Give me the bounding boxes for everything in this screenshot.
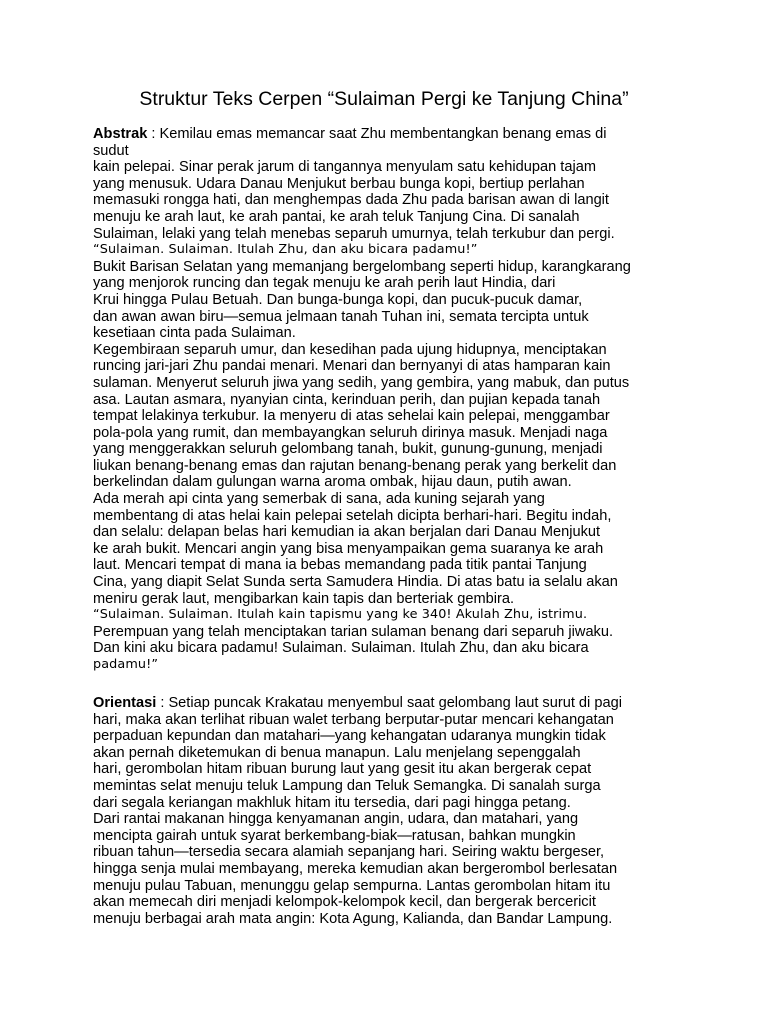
text-line: hari, maka akan terlihat ribuan walet terbang berputar-putar mencari kehangatan	[93, 711, 614, 728]
text-line: hingga senja mulai membayang, mereka kemudian akan bergerombol berlesatan	[93, 860, 618, 877]
text-line: runcing jari-jari Zhu pandai menari. Menari dan bernyanyi di atas hamparan kain	[93, 358, 611, 375]
text-line: Sulaiman, lelaki yang telah menebas separuh umurnya, telah terkubur dan pergi.	[93, 225, 615, 242]
dialogue-line: padamu!”	[93, 657, 159, 672]
text-line: akan pernah diketemukan di benua manapun. Lalu menjelang sepenggalah	[93, 744, 581, 761]
text-line: dan selalu: delapan belas hari kemudian ia akan berjalan dari Danau Menjukut	[93, 524, 601, 541]
text-line: pola-pola yang rumit, dan membayangkan seluruh dirinya masuk. Menjadi naga	[93, 424, 608, 441]
text-line: sudut	[93, 142, 129, 159]
text-line: menuju berbagai arah mata angin: Kota Agung, Kalianda, dan Bandar Lampung.	[93, 910, 613, 927]
text-line: yang menjorok runcing dan tegak menuju ke arah perih laut Hindia, dari	[93, 275, 556, 292]
text-line: Bukit Barisan Selatan yang memanjang bergelombang seperti hidup, karangkarang	[93, 258, 631, 275]
text-line: Perempuan yang telah menciptakan tarian sulaman benang dari separuh jiwaku.	[93, 623, 614, 640]
text-line: liukan benang-benang emas dan rajutan benang-benang perak yang berkelit dan	[93, 457, 617, 474]
page-title: Struktur Teks Cerpen “Sulaiman Pergi ke Tanjung China”	[139, 88, 629, 110]
text-line: Kemilau emas memancar saat Zhu membentangkan benang emas di	[159, 126, 607, 142]
text-line: mencipta gairah untuk syarat berkembang-biak—ratusan, bahkan mungkin	[93, 827, 576, 844]
dialogue-line: “Sulaiman. Sulaiman. Itulah Zhu, dan aku bicara padamu!”	[93, 242, 478, 258]
text-line: memintas selat menuju teluk Lampung dan Teluk Semangka. Di sanalah surga	[93, 777, 601, 794]
orientasi-label: Orientasi	[93, 695, 157, 711]
label-separator: :	[156, 695, 169, 711]
text-line: hari, gerombolan hitam ribuan burung laut yang gesit itu akan bergerak cepat	[93, 761, 592, 778]
text-line: ribuan tahun—tersedia secara alamiah sepanjang hari. Seiring waktu bergeser,	[93, 844, 605, 861]
label-separator: :	[147, 126, 160, 142]
text-line: menuju pulau Tabuan, menunggu gelap sempurna. Lantas gerombolan hitam itu	[93, 877, 611, 894]
abstrak-section	[93, 126, 693, 674]
text-line: tempat lelakinya terkubur. Ia menyeru di atas sehelai kain pelepai, menggambar	[93, 408, 610, 425]
text-line: yang menggerakkan seluruh gelombang tanah, bukit, gunung-gunung, menjadi	[93, 441, 603, 458]
text-line: akan memecah diri menjadi kelompok-kelompok kecil, dan bergerak bercericit	[93, 894, 596, 911]
text-line: asa. Lautan asmara, nyanyian cinta, kerinduan perih, dan pujian kepada tanah	[93, 391, 601, 408]
text-line: dari segala keriangan makhluk hitam itu tersedia, dari pagi hingga petang.	[93, 794, 571, 811]
text-line: ke arah bukit. Mencari angin yang bisa menyampaikan gema suaranya ke arah	[93, 540, 604, 557]
text-line: kesetiaan cinta pada Sulaiman.	[93, 325, 296, 342]
paragraph-line	[93, 126, 693, 143]
text-line: Setiap puncak Krakatau menyembul saat gelombang laut surut di pagi	[168, 695, 622, 711]
abstrak-label: Abstrak	[93, 126, 148, 142]
text-line: membentang di atas helai kain pelepai setelah dicipta berhari-hari. Begitu indah,	[93, 507, 612, 524]
text-line: dan awan awan biru—semua jelmaan tanah Tuhan ini, semata tercipta untuk	[93, 308, 589, 325]
text-line: Dan kini aku bicara padamu! Sulaiman. Sulaiman. Itulah Zhu, dan aku bicara	[93, 640, 589, 657]
text-line: berkelindan dalam gulungan warna aroma ombak, hijau daun, putih awan.	[93, 474, 572, 491]
text-line: Krui hingga Pulau Betuah. Dan bunga-bunga kopi, dan pucuk-pucuk damar,	[93, 291, 583, 308]
orientasi-section	[93, 695, 693, 927]
text-line: Dari rantai makanan hingga kenyamanan angin, udara, dan matahari, yang	[93, 811, 579, 828]
text-line: memasuki rongga hati, dan menghempas dada Zhu pada barisan awan di langit	[93, 192, 609, 209]
text-line: meniru gerak laut, mengibarkan kain tapis dan berteriak gembira.	[93, 590, 515, 607]
text-line: laut. Mencari tempat di mana ia bebas memandang pada titik pantai Tanjung	[93, 557, 587, 574]
paragraph-line	[93, 695, 693, 712]
text-line: sulaman. Menyerut seluruh jiwa yang sedih, yang gembira, yang mabuk, dan putus	[93, 374, 630, 391]
text-line: yang menusuk. Udara Danau Menjukut berbau bunga kopi, bertiup perlahan	[93, 175, 585, 192]
text-line: menuju ke arah laut, ke arah pantai, ke arah teluk Tanjung Cina. Di sanalah	[93, 208, 580, 225]
text-line: perpaduan kepundan dan matahari—yang kehangatan udaranya mungkin tidak	[93, 728, 606, 745]
text-line: Kegembiraan separuh umur, dan kesedihan pada ujung hidupnya, menciptakan	[93, 341, 607, 358]
text-line: kain pelepai. Sinar perak jarum di tangannya menyulam satu kehidupan tajam	[93, 159, 596, 176]
text-line: Cina, yang diapit Selat Sunda serta Samudera Hindia. Di atas batu ia selalu akan	[93, 574, 618, 591]
dialogue-line: “Sulaiman. Sulaiman. Itulah kain tapismu yang ke 340! Akulah Zhu, istrimu.	[93, 607, 588, 623]
text-line: Ada merah api cinta yang semerbak di sana, ada kuning sejarah yang	[93, 491, 545, 508]
